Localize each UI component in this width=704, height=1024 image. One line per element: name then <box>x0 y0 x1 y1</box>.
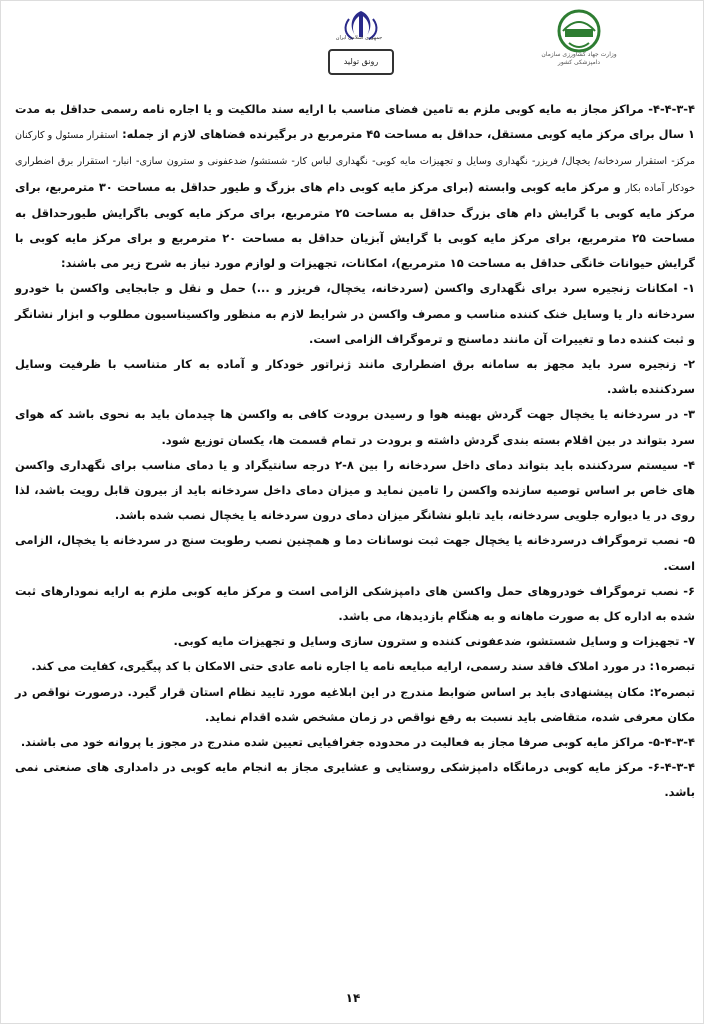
item-2: ۲- زنجیره سرد باید مجهز به سامانه برق اضطراری مانند ژنراتور خودکار و آماده به کار متناسب با ظرفیت وسایل سردکننده باشد. <box>15 357 695 397</box>
paragraph-4-4-3-4: ۴-۴-۳-۴- مراکز مجاز به مایه کوبی ملزم به تامین فضای مناسب با ارایه سند مالکیت و یا اجاره نامه رسمی حداقل به مدت ۱ سال برای مرکز مایه کوبی مستقل، حداقل به مساحت ۴۵ مترمربع در برگیرنده فضاهای لازم از جمله: استقرار مسئول و کارکنان مرکز- استقرار سردخانه/ یخچال/ فریزر- نگهداری وسایل و تجهیزات مایه کوبی- نگهداری لباس کار- شستشو/ ضدعفونی و سترون سازی- انبار- استقرار برق اضطراری خودکار آماده بکار و مرکز مایه کوبی وابسته (برای مرکز مایه کوبی دام های بزرگ و طیور حداقل به مساحت ۳۰ مترمربع، برای مرکز مایه کوبی با گرایش دام های بزرگ حداقل به مساحت ۲۵ مترمربع، برای مرکز مایه کوبی باگرایش طیورحداقل به مساحت ۲۵ مترمربع، برای مرکز مایه کوبی با گرایش آبزیان حداقل به مساحت ۲۰ مترمربع و برای مرکز مایه کوبی با گرایش حیوانات خانگی حداقل به مساحت ۱۵ مترمربع)، امکانات، تجهیزات و لوازم مورد نیاز به شرح زیر می باشند: <box>15 102 696 271</box>
logo-left-caption: وزارت جهاد کشاورزی سازمان دامپزشکی کشور <box>541 51 617 66</box>
item-6: ۶- نصب ترموگراف خودروهای حمل واکسن های دامپزشکی الزامی است و مرکز مایه کوبی ملزم به ارایه نمودارهای ثبت شده به اداره کل به صورت ماهانه و به هنگام بازدیدها، می باشد. <box>15 583 695 624</box>
item-7: ۷- تجهیزات و وسایل شستشو، ضدعفونی کننده و سترون سازی وسایل و تجهیزات مایه کوبی. <box>173 634 695 649</box>
stamp-text: رونق تولید <box>343 57 379 66</box>
item-5: ۵- نصب ترموگراف درسردخانه یا یخچال جهت ثبت نوسانات دما و همچنین نصب رطوبت سنج در سردخانه یا یخچال، الزامی است. <box>15 533 695 573</box>
paragraph-6-4-3-4: ۶-۴-۳-۴- مرکز مایه کوبی درمانگاه دامپزشکی روستایی و عشایری مجاز به انجام مایه کوبی در دامداری های صنعتی نمی باشد. <box>15 760 695 800</box>
iran-emblem-caption: جمهوری اسلامی ایران <box>335 35 383 41</box>
paragraph-5-4-3-4: ۵-۴-۳-۴- مراکز مایه کوبی صرفا مجاز به فعالیت در محدوده جغرافیایی تعیین شده مندرج در مجوز یا پروانه خود می باشند. <box>20 735 695 750</box>
item-1: ۱- امکانات زنجیره سرد برای نگهداری واکسن (سردخانه، یخچال، فریزر و ...) حمل و نقل و جابجایی واکسن با خودرو سردخانه دار یا وسایل خنک کننده مناسب و مصرف واکسن در شرایط لازم به منظور واکسیناسیون مطلوب و ابزار نشانگر و ثبت کننده دما و تغییرات آن مانند دماسنج و ترموگراف الزامی است. <box>15 281 695 346</box>
note-1: تبصره۱: در مورد املاک فاقد سند رسمی، ارایه مبایعه نامه یا اجاره نامه عادی حتی الامکان با کد پیگیری، کفایت می کند. <box>31 659 695 674</box>
note-2: تبصره۲: مکان پیشنهادی باید بر اساس ضوابط مندرج در این ابلاغیه مورد تایید نظام استان قرار گیرد. درصورت نواقص در مکان معرفی شده، متقاضی باید نسبت به رفع نواقص در زمان مشخص شده اقدام نماید. <box>15 684 695 724</box>
ronagh-tolid-stamp <box>328 49 394 75</box>
required-spaces-list: استقرار مسئول و کارکنان مرکز- استقرار سردخانه/ یخچال/ فریزر- نگهداری وسایل و تجهیزات مایه کوبی- نگهداری لباس کار- شستشو/ ضدعفونی و سترون سازی- انبار- استقرار برق اضطراری خودکار آماده بکار <box>15 130 696 194</box>
document-body <box>15 97 695 806</box>
item-3: ۳- در سردخانه یا یخچال جهت گردش بهینه هوا و رسیدن برودت کافی به واکسن ها چیدمان باید به نحوی باشد که هوای سرد بتواند در بین اقلام بسته بندی گردش داشته و برودت در تمام قسمت ها، یکسان توزیع شود. <box>15 407 695 447</box>
page-number: ۱۴ <box>345 991 361 1005</box>
item-4: ۴- سیستم سردکننده باید بتواند دمای داخل سردخانه را بین ۸-۲ درجه سانتیگراد و یا دمای مناسب برای نگهداری واکسن های خاص بر اساس توصیه سازنده واکسن را تامین نماید و میزان دمای داخل سردخانه باید از بیرون قابل رویت باشد، لذا روی در یا دیواره جلویی سردخانه، باید تابلو نشانگر میزان دمای درون سردخانه یا یخچال نصب شده باشد. <box>15 457 695 523</box>
